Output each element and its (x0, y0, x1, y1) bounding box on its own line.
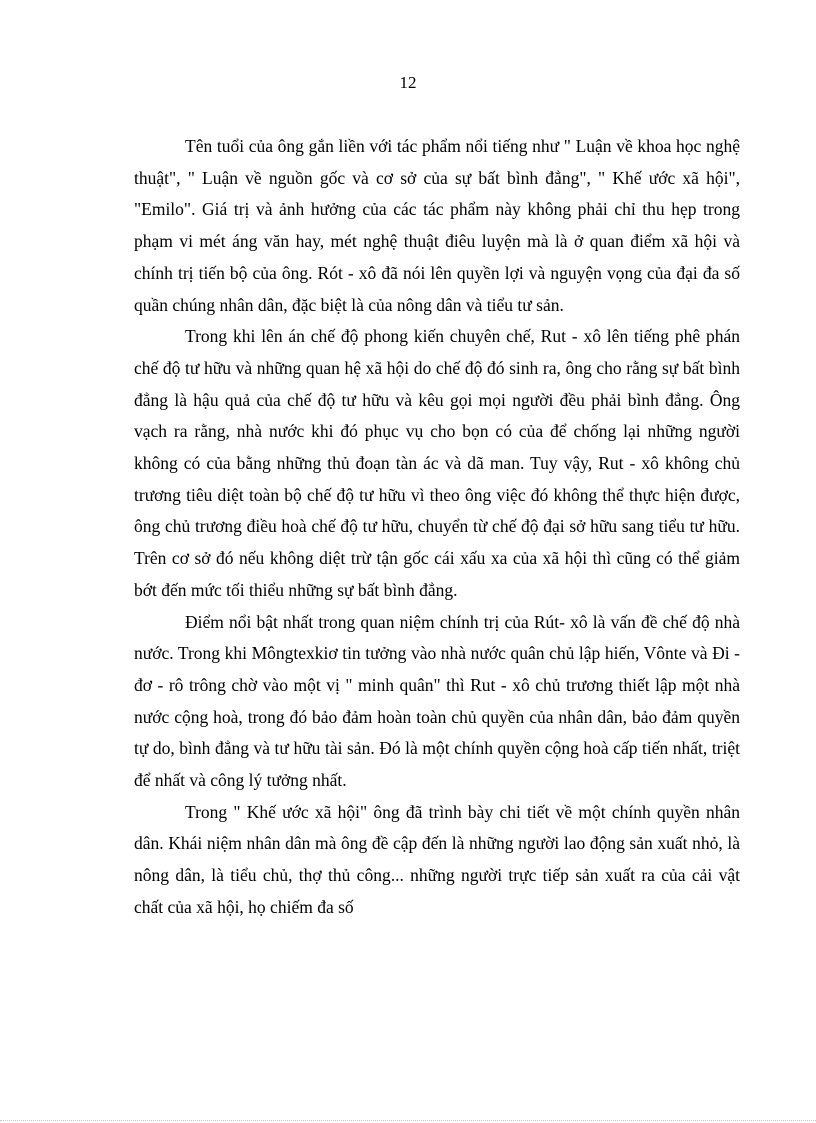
paragraph-1: Tên tuổi của ông gắn liền với tác phẩm nổi tiếng như " Luận về khoa học nghệ thuật", " Luận về nguồn gốc và cơ sở của sự bất bình đẳng", " Khế ước xã hội", "Emilo". Giá trị và ảnh hưởng của các tác phẩm này không phải chỉ thu hẹp trong phạm vi mét áng văn hay, mét nghệ thuật điêu luyện mà là ở quan điểm xã hội và chính trị tiến bộ của ông. Rót - xô đã nói lên quyền lợi và nguyện vọng của đại đa số quần chúng nhân dân, đặc biệt là của nông dân và tiểu tư sản. (134, 136, 740, 315)
paragraph-3: Điểm nổi bật nhất trong quan niệm chính trị của Rút- xô là vấn đề chế độ nhà nước. Trong khi Môngtexkiơ tin tưởng vào nhà nước quân chủ lập hiến, Vônte và Đi - đơ - rô trông chờ vào một vị " minh quân" thì Rut - xô chủ trương thiết lập một nhà nước cộng hoà, trong đó bảo đảm hoàn toàn chủ quyền của nhân dân, bảo đảm quyền tự do, bình đẳng và tư hữu tài sản. Đó là một chính quyền cộng hoà cấp tiến nhất, triệt để nhất và công lý tưởng nhất. (134, 611, 740, 791)
page-number: 12 (399, 73, 417, 92)
paragraph-2: Trong khi lên án chế độ phong kiến chuyên chế, Rut - xô lên tiếng phê phán chế độ tư hữu và những quan hệ xã hội do chế độ đó sinh ra, ông cho rằng sự bất bình đẳng là hậu quả của chế độ tư hữu và kêu gọi mọi người đều phải bình đẳng. Ông vạch ra rằng, nhà nước khi đó phục vụ cho bọn có của để chống lại những người không có của bằng những thủ đoạn tàn ác và dã man. Tuy vậy, Rut - xô không chủ trương tiêu diệt toàn bộ chế độ tư hữu vì theo ông việc đó không thể thực hiện được, ông chủ trương điều hoà chế độ tư hữu, chuyển từ chế độ đại sở hữu sang tiểu tư hữu. Trên cơ sở đó nếu không diệt trừ tận gốc cái xấu xa của xã hội thì cũng có thể giảm bớt đến mức tối thiểu những sự bất bình đẳng. (134, 326, 740, 600)
document-body (134, 131, 740, 924)
paragraph-4: Trong " Khế ước xã hội" ông đã trình bày chi tiết về một chính quyền nhân dân. Khái niệm nhân dân mà ông đề cập đến là những người lao động sản xuất nhỏ, là nông dân, là tiểu chủ, thợ thủ công... những người trực tiếp sản xuất ra của cải vật chất của xã hội, họ chiếm đa số (134, 801, 740, 917)
page-bottom-divider (0, 1120, 816, 1121)
